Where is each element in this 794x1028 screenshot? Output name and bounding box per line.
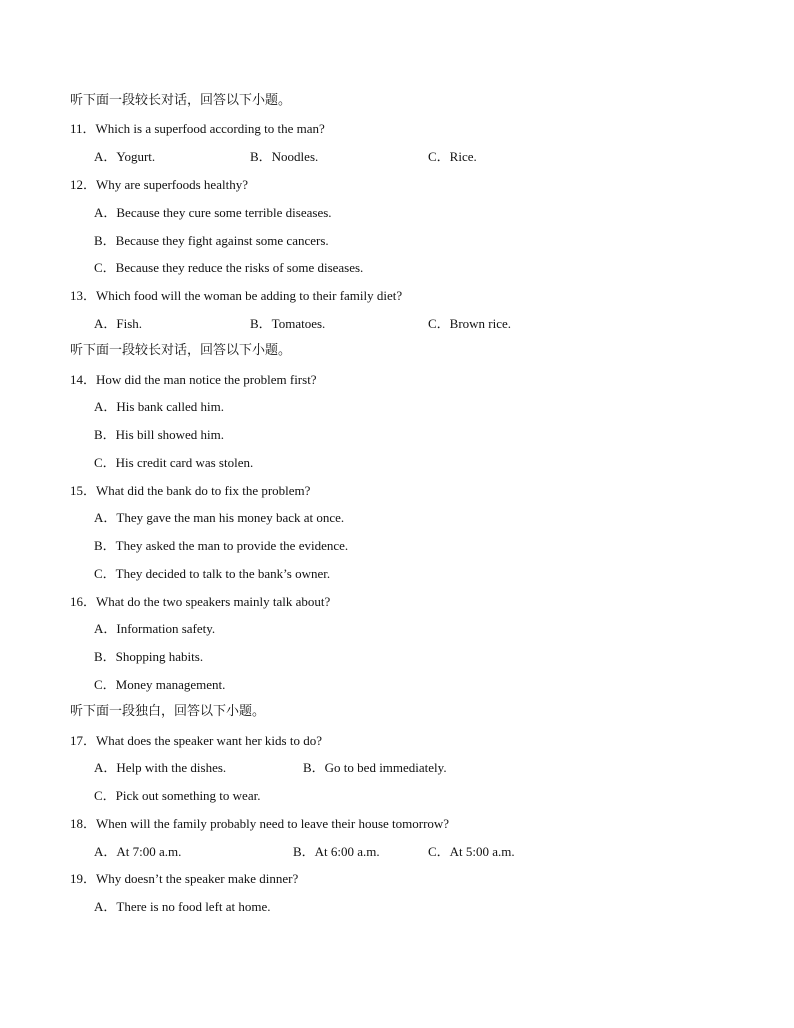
question-16-option-b: B．Shopping habits.: [94, 649, 204, 664]
question-11-option-b: B．Noodles.: [250, 149, 319, 164]
question-15-option-a: A．They gave the man his money back at once.: [94, 510, 345, 525]
question-19-stem: 19．Why doesn’t the speaker make dinner?: [70, 871, 299, 886]
question-12-option-a: A．Because they cure some terrible diseases.: [94, 205, 332, 220]
question-14-stem: 14．How did the man notice the problem first?: [70, 372, 317, 387]
question-16-option-c: C．Money management.: [94, 677, 226, 692]
question-17-option-b: B．Go to bed immediately.: [303, 760, 447, 775]
question-16-stem: 16．What do the two speakers mainly talk about?: [70, 594, 331, 609]
question-12-stem: 12．Why are superfoods healthy?: [70, 177, 248, 192]
question-17-option-c: C．Pick out something to wear.: [94, 788, 261, 803]
question-14-option-b: B．His bill showed him.: [94, 427, 225, 442]
question-18-stem: 18．When will the family probably need to leave their house tomorrow?: [70, 816, 450, 831]
question-17-option-a: A．Help with the dishes.: [94, 760, 227, 775]
question-11-stem: 11．Which is a superfood according to the man?: [70, 121, 325, 136]
question-14-option-c: C．His credit card was stolen.: [94, 455, 254, 470]
question-15-option-b: B．They asked the man to provide the evidence.: [94, 538, 349, 553]
question-18-option-b: B．At 6:00 a.m.: [293, 844, 380, 859]
question-16-option-a: A．Information safety.: [94, 621, 216, 636]
question-17-stem: 17．What does the speaker want her kids to do?: [70, 733, 322, 748]
section-instruction-1: 听下面一段较长对话，回答以下小题。: [70, 93, 292, 108]
question-19-option-a: A．There is no food left at home.: [94, 899, 271, 914]
question-13-option-c: C．Brown rice.: [428, 316, 512, 331]
question-15-stem: 15．What did the bank do to fix the problem?: [70, 483, 311, 498]
question-13-option-b: B．Tomatoes.: [250, 316, 326, 331]
question-18-option-c: C．At 5:00 a.m.: [428, 844, 515, 859]
question-15-option-c: C．They decided to talk to the bank’s owner.: [94, 566, 331, 581]
section-instruction-2: 听下面一段较长对话，回答以下小题。: [70, 343, 292, 358]
question-13-option-a: A．Fish.: [94, 316, 143, 331]
question-14-option-a: A．His bank called him.: [94, 399, 224, 414]
question-12-option-c: C．Because they reduce the risks of some diseases.: [94, 260, 364, 275]
question-12-option-b: B．Because they fight against some cancers.: [94, 233, 329, 248]
question-11-option-c: C．Rice.: [428, 149, 477, 164]
section-instruction-3: 听下面一段独白，回答以下小题。: [70, 704, 266, 719]
question-18-option-a: A．At 7:00 a.m.: [94, 844, 182, 859]
question-13-stem: 13．Which food will the woman be adding to their family diet?: [70, 288, 403, 303]
question-11-option-a: A．Yogurt.: [94, 149, 156, 164]
